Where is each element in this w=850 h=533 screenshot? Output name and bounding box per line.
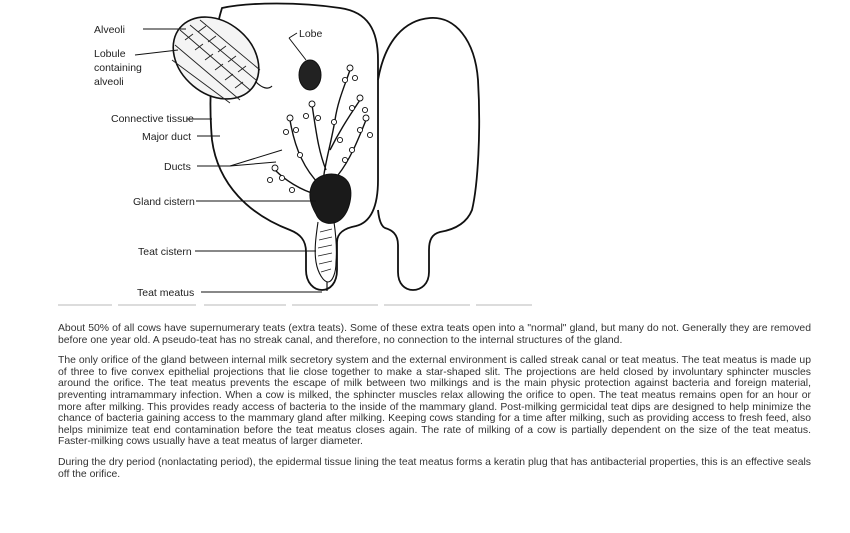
label-lobule-line2: containing xyxy=(94,62,142,74)
label-ducts: Ducts xyxy=(164,161,191,173)
label-teat-cistern: Teat cistern xyxy=(138,246,192,258)
label-gland-cistern: Gland cistern xyxy=(133,196,195,208)
paragraph-supernumerary-teats: About 50% of all cows have supernumerary teats (extra teats). Some of these extra teats open into a "normal" gland, but many do not. Generally they are removed before one year old. A pseudo-teat has no streak canal, and therefore, no connection to the internal structures of the gland. xyxy=(58,323,811,346)
paragraph-dry-period: During the dry period (nonlactating period), the epidermal tissue lining the teat meatus forms a keratin plug that has antibacterial properties, this is an effective seals off the orifice. xyxy=(58,456,811,480)
label-connective-tissue: Connective tissue xyxy=(111,113,194,125)
label-lobe: Lobe xyxy=(299,28,323,40)
lobule-magnified xyxy=(157,0,275,116)
udder-right-quarter-outline xyxy=(378,18,479,290)
label-lobule-line3: alveoli xyxy=(94,76,124,88)
label-teat-meatus: Teat meatus xyxy=(137,287,195,299)
label-lobule-line1: Lobule xyxy=(94,48,126,60)
teat-cistern-folds xyxy=(318,229,332,272)
lobule-stalk xyxy=(256,82,272,88)
paragraph-teat-meatus: The only orifice of the gland between internal milk secretory system and the external environment is called streak canal or teat meatus. The teat meatus is made up of three to five convex epithelial projections that lie close together to make a star-shaped slit. The projections are held closed by involuntary sphincter muscles around the orifice. The teat meatus prevents the escape of milk between two milkings and is the main physic protection against bacteria and foreign material, preventing intramammary infection. When a cow is milked, the sphincter muscles relax allowing the orifice to open. The teat meatus remains open for an hour or more after milking. This provides ready access of bacteria to the inside of the mammary gland. Post-milking germicidal teat dips are designed to help minimize the chance of bacteria gaining access to the mammary gland after milking. Keeping cows standing for a time after milking, such as providing access to fresh feed, also helps minimize teat end contamination before the teat meatus closes again. The rate of milking of a cow is partially dependent on the size of the teat meatus. Faster-milking cows usually have a teat meatus of larger diameter. xyxy=(58,355,811,448)
gland-cistern xyxy=(310,174,351,223)
lobe xyxy=(299,60,321,90)
label-alveoli: Alveoli xyxy=(94,24,125,36)
article-body xyxy=(58,323,811,489)
label-major-duct: Major duct xyxy=(142,131,192,143)
duct-buds xyxy=(267,65,372,193)
teat-cistern xyxy=(315,222,336,282)
